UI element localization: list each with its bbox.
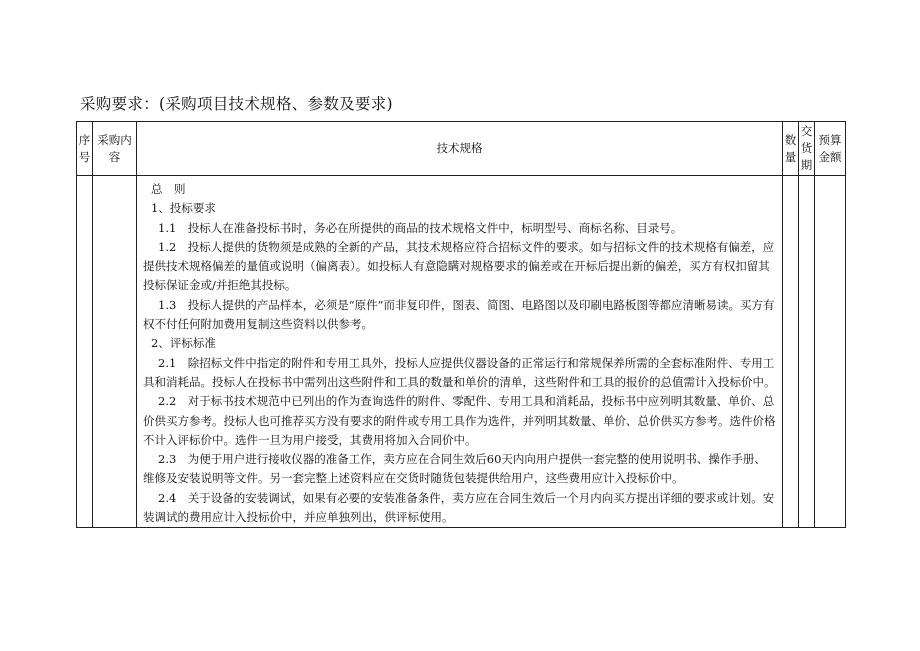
spec-paragraph: 2.3 为便于用户进行接收仪器的准备工作，卖方应在合同生效后60天内向用户提供一套完整的使用说明书、操作手册、维修及安装说明等文件。另一套完整上述资料应在交货时随货包装提供给用户，这些费用应计入投标价中。 <box>143 452 766 486</box>
spec-section-title: 总 则 <box>151 182 186 196</box>
cell-spec <box>137 176 783 528</box>
spec-paragraph: 2.1 除招标文件中指定的附件和专用工具外，投标人应提供仪器设备的正常运行和常规保养所需的全套标准附件、专用工具和消耗品。投标人在投标书中需列出这些附件和工具的数量和单价的清单，这些附件和工具的报价的总值需计入投标价中。 <box>143 355 776 389</box>
table-header-row <box>77 122 846 176</box>
spec-paragraph: 1.3 投标人提供的产品样本，必须是“原件”而非复印件，图表、简图、电路图以及印刷电路板图等都应清晰易读。买方有权不付任何附加费用复制这些资料以供参考。 <box>143 297 775 332</box>
requirements-table <box>76 121 846 528</box>
page-heading: 采购要求：(采购项目技术规格、参数及要求) <box>80 95 393 113</box>
spec-text <box>137 176 782 527</box>
spec-paragraph: 1、投标要求 <box>151 201 216 216</box>
header-qty: 数量 <box>783 122 799 176</box>
spec-paragraph: 1.1 投标人在准备投标书时，务必在所提供的商品的技术规格文件中，标明型号、商标名称、目录号。 <box>158 220 683 235</box>
header-item: 采购内容 <box>93 122 137 176</box>
cell-budget <box>815 176 846 528</box>
spec-paragraph: 2.2 对于标书技术规范中已列出的作为查询选件的附件、零配件、专用工具和消耗品，投标书中应列明其数量、单价、总价供买方参考。投标人也可推荐买方没有要求的附件或专用工具作为选件，并列明其数量、单价、总价供买方参考。选件价格不计入评标价中。选件一旦为用户接受，其费用将加入合同价中。 <box>143 394 776 447</box>
header-delivery: 交货期 <box>799 122 815 176</box>
header-no: 序号 <box>77 122 93 176</box>
cell-delivery <box>799 176 815 528</box>
cell-no <box>77 176 93 528</box>
spec-paragraph: 2、评标标准 <box>151 336 216 351</box>
table-row <box>77 176 846 528</box>
spec-paragraph: 1.2 投标人提供的货物须是成熟的全新的产品，其技术规格应符合招标文件的要求。如与招标文件的技术规格有偏差，应提供技术规格偏差的量值或说明（偏离表）。如投标人有意隐瞒对规格要求的偏差或在开标后提出新的偏差，买方有权扣留其投标保证金或/并拒绝其投标。 <box>143 239 775 293</box>
header-spec: 技术规格 <box>137 122 783 176</box>
cell-qty <box>783 176 799 528</box>
header-budget: 预算金额 <box>815 122 846 176</box>
spec-paragraph: 2.4 关于设备的安装调试，如果有必要的安装准备条件，卖方应在合同生效后一个月内向买方提出详细的要求或计划。安装调试的费用应计入投标价中，并应单独列出，供评标使用。 <box>143 490 775 525</box>
cell-item <box>93 176 137 528</box>
